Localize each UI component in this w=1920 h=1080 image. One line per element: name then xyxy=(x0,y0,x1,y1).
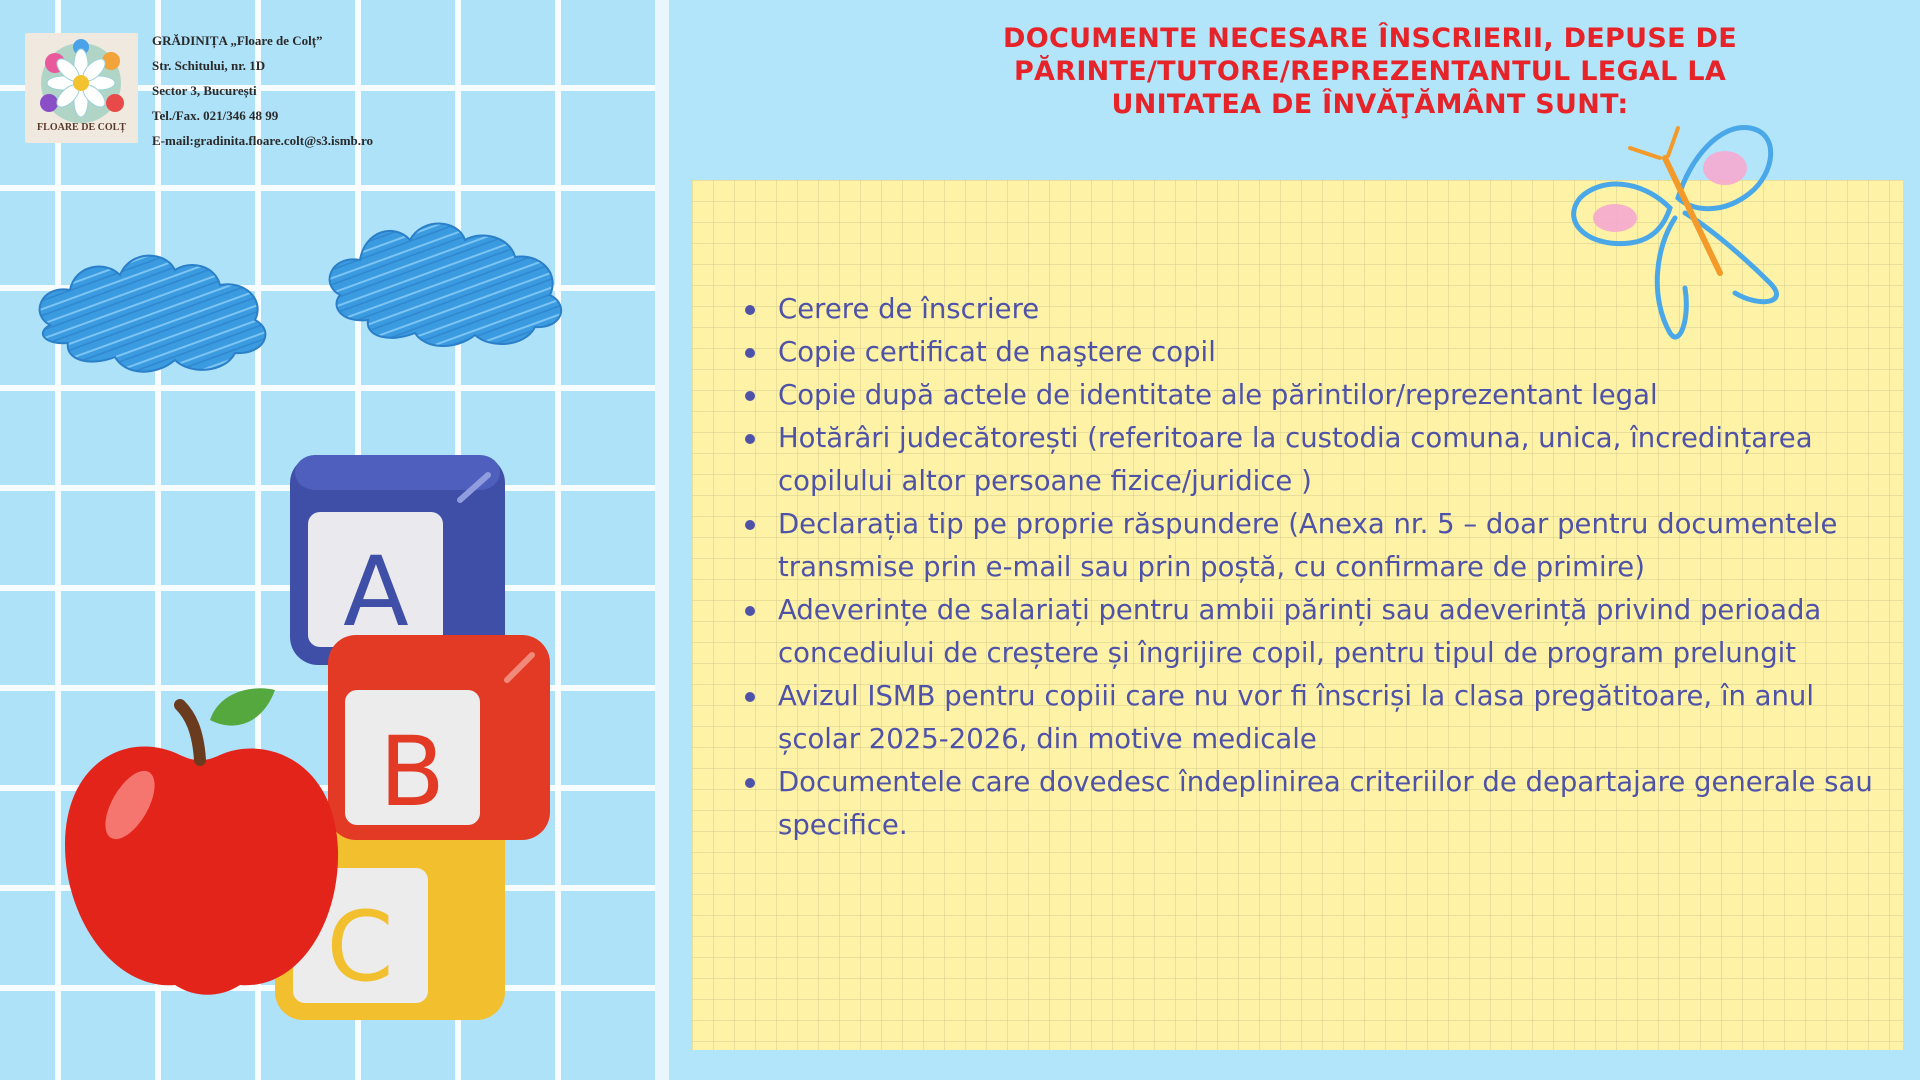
title-line: DOCUMENTE NECESARE ÎNSCRIERII, DEPUSE DE xyxy=(1003,23,1737,54)
abc-blocks-icon xyxy=(60,450,580,1030)
list-item xyxy=(740,503,1880,589)
bullet-icon xyxy=(745,391,755,401)
list-item xyxy=(740,288,1880,331)
list-item xyxy=(740,417,1880,503)
school-sector: Sector 3, București xyxy=(152,83,257,98)
list-item-text: Declarația tip pe proprie răspundere (Anexa nr. 5 – doar pentru documentele transmise prin e-mail sau prin poștă, cu confirmare de primire) xyxy=(778,508,1838,583)
list-item xyxy=(740,675,1880,761)
panel-divider xyxy=(655,0,669,1080)
bullet-icon xyxy=(745,305,755,315)
list-item-text: Cerere de înscriere xyxy=(778,293,1040,325)
page-title xyxy=(940,22,1800,121)
list-item-text: Copie după actele de identitate ale părintilor/reprezentant legal xyxy=(778,379,1658,411)
documents-list xyxy=(740,288,1880,847)
school-name: GRĂDINIȚA „Floare de Colț” xyxy=(152,33,323,48)
block-letter-c: C xyxy=(326,891,394,1003)
list-item-text: Adeverințe de salariați pentru ambii părinți sau adeverință privind perioada concediului de creștere și îngrijire copil, pentru tipul de program prelungit xyxy=(778,594,1822,669)
school-logo xyxy=(25,33,138,143)
list-item-text: Hotărâri judecătorești (referitoare la custodia comuna, unica, încredințarea copilului altor persoane fizice/juridice ) xyxy=(778,422,1813,497)
bullet-icon xyxy=(745,348,755,358)
list-item xyxy=(740,374,1880,417)
logo-caption: FLOARE DE COLȚ xyxy=(37,122,126,133)
bullet-icon xyxy=(745,434,755,444)
bullet-icon xyxy=(745,606,755,616)
bullet-icon xyxy=(745,520,755,530)
school-phone: Tel./Fax. 021/346 48 99 xyxy=(152,108,279,123)
apple-icon xyxy=(65,688,338,994)
block-letter-b: B xyxy=(379,716,445,828)
school-email: E-mail:gradinita.floare.colt@s3.ismb.ro xyxy=(152,133,374,148)
list-item-text: Documentele care dovedesc îndeplinirea criteriilor de departajare generale sau specifice. xyxy=(778,766,1873,841)
list-item xyxy=(740,589,1880,675)
block-letter-a: A xyxy=(343,536,409,648)
list-item xyxy=(740,331,1880,374)
title-line: PĂRINTE/TUTORE/REPREZENTANTUL LEGAL LA xyxy=(1013,56,1727,87)
cloud-icon xyxy=(30,205,600,435)
bullet-icon xyxy=(745,778,755,788)
bullet-icon xyxy=(745,692,755,702)
list-item-text: Copie certificat de naştere copil xyxy=(778,336,1216,368)
list-item xyxy=(740,761,1880,847)
school-street: Str. Schitului, nr. 1D xyxy=(152,58,266,73)
list-item-text: Avizul ISMB pentru copiii care nu vor fi înscriși la clasa pregătitoare, în anul școlar 2025-2026, din motive medicale xyxy=(778,680,1815,755)
school-contact-info xyxy=(152,28,373,153)
title-line: UNITATEA DE ÎNVĂŢĂMÂNT SUNT: xyxy=(1111,89,1629,120)
